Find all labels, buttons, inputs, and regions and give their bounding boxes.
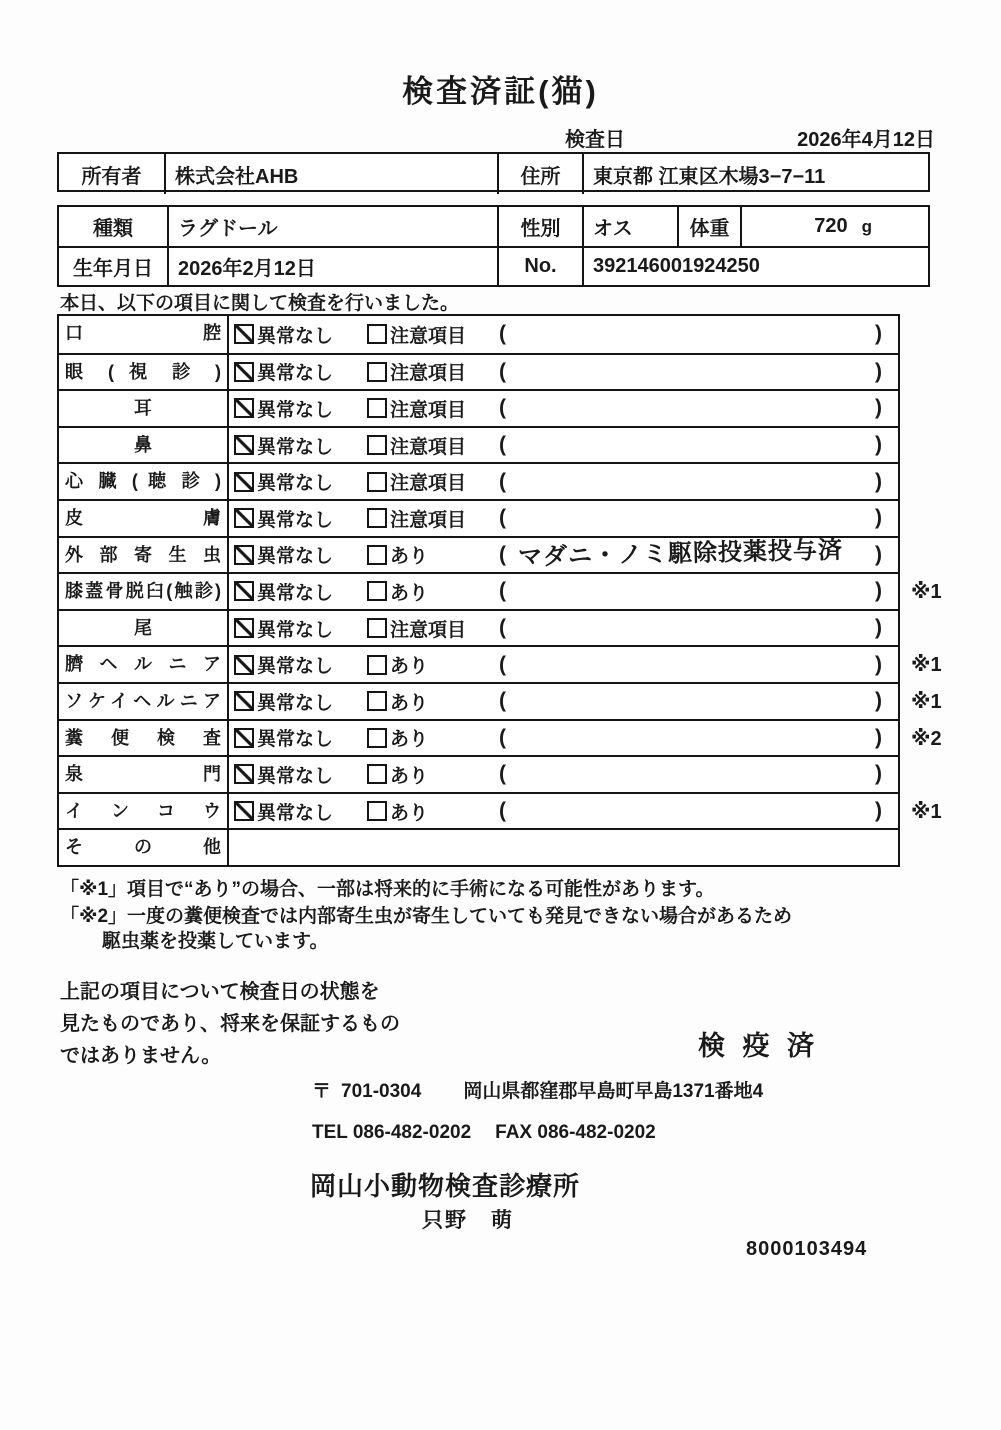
- option-attention: [367, 468, 499, 495]
- option-no-abnormality-label: 異常なし: [257, 692, 334, 714]
- option-no-abnormality-label: 異常なし: [257, 765, 334, 787]
- paren-open: (: [499, 322, 506, 346]
- address-value: 東京都 江東区木場3−7−11: [582, 154, 928, 194]
- footnote-1: 「※1」項目で“あり”の場合、一部は将来的に手術になる可能性があります。: [60, 879, 715, 900]
- paren-close: ): [875, 359, 882, 383]
- page-title: 検査済証(猫): [402, 74, 599, 109]
- paren-open: (: [499, 652, 506, 676]
- exam-item-label: イ ン コ ウ: [59, 794, 229, 829]
- exam-item-content: [229, 391, 898, 426]
- exam-item-content: [229, 721, 898, 756]
- exam-row: [59, 499, 898, 536]
- paren-close: ): [875, 433, 882, 457]
- paren-open: (: [499, 725, 506, 749]
- clinic-fax: FAX 086-482-0202: [495, 1122, 656, 1143]
- paren-close: ): [875, 652, 882, 676]
- owner-label: 所有者: [81, 165, 142, 188]
- paren-close: ): [875, 616, 882, 640]
- exam-remark: マダニ・ノミ駆除投薬投与済: [517, 536, 844, 572]
- owner-table: [57, 152, 930, 192]
- sex-value: オス: [582, 207, 677, 246]
- checkbox-unchecked-icon[interactable]: [367, 508, 387, 528]
- weight-value: [740, 207, 928, 246]
- exam-item-label: そ の 他: [59, 830, 229, 865]
- registration-no-value: 392146001924250: [582, 248, 928, 285]
- paren-open: (: [499, 799, 506, 823]
- clinic-name: 岡山小動物検査診療所: [310, 1171, 581, 1201]
- exam-row: [59, 755, 898, 792]
- option-no-abnormality-label: 異常なし: [257, 656, 334, 678]
- exam-row: [59, 316, 898, 353]
- exam-item-label: 耳: [59, 391, 229, 426]
- exam-item-label: 眼 ( 視 診 ): [59, 355, 229, 390]
- checkbox-unchecked-icon[interactable]: [367, 581, 387, 601]
- option-attention-label: 注意項目: [390, 619, 467, 641]
- checkbox-checked-icon[interactable]: [234, 324, 254, 344]
- paren-close: ): [875, 762, 882, 786]
- option-no-abnormality-label: 異常なし: [257, 363, 334, 385]
- paren-close: ): [875, 469, 882, 493]
- clinic-tel: TEL 086-482-0202: [312, 1122, 472, 1143]
- birthdate-label: 生年月日: [73, 258, 153, 280]
- disclaimer-line1: 上記の項目について検査日の状態を: [60, 981, 380, 1003]
- exam-item-content: [229, 428, 898, 463]
- option-no-abnormality: [234, 651, 367, 678]
- owner-row: [59, 154, 928, 194]
- exam-item-label: 泉 門: [59, 757, 229, 792]
- clinic-address: 岡山県都窪郡早島町早島1371番地4: [463, 1081, 764, 1102]
- checkbox-checked-icon[interactable]: [234, 545, 254, 565]
- option-no-abnormality: [234, 761, 367, 788]
- exam-row: [59, 645, 942, 682]
- exam-item-content: [229, 684, 898, 719]
- option-no-abnormality: [234, 724, 367, 751]
- footnote-mark: ※2: [911, 727, 942, 750]
- option-attention: [367, 578, 499, 605]
- exam-item-label: 糞 便 検 査: [59, 721, 229, 756]
- option-attention: [367, 358, 499, 385]
- option-attention: [367, 688, 499, 715]
- checkbox-unchecked-icon[interactable]: [367, 324, 387, 344]
- paren-open: (: [499, 433, 506, 457]
- exam-row: [59, 462, 898, 499]
- option-no-abnormality: [234, 615, 367, 642]
- checkbox-unchecked-icon[interactable]: [367, 801, 387, 821]
- exam-item-label: 外 部 寄 生 虫: [59, 538, 229, 573]
- checkbox-unchecked-icon[interactable]: [367, 472, 387, 492]
- checkbox-checked-icon[interactable]: [234, 398, 254, 418]
- option-no-abnormality-label: 異常なし: [257, 582, 334, 604]
- paren-close: ): [875, 579, 882, 603]
- option-no-abnormality: [234, 321, 367, 348]
- option-attention: [367, 724, 499, 751]
- option-attention: [367, 761, 499, 788]
- option-attention-label: あり: [390, 802, 429, 824]
- checkbox-unchecked-icon[interactable]: [367, 764, 387, 784]
- option-attention-label: 注意項目: [390, 473, 467, 495]
- checkbox-checked-icon[interactable]: [234, 618, 254, 638]
- option-no-abnormality-label: 異常なし: [257, 546, 334, 568]
- paren-open: (: [499, 506, 506, 530]
- option-attention: [367, 651, 499, 678]
- option-no-abnormality: [234, 432, 367, 459]
- exam-row: [59, 609, 898, 646]
- checkbox-checked-icon[interactable]: [234, 472, 254, 492]
- checkbox-checked-icon[interactable]: [234, 435, 254, 455]
- paren-open: (: [499, 469, 506, 493]
- exam-item-content: [229, 757, 898, 792]
- option-attention: [367, 321, 499, 348]
- option-no-abnormality-label: 異常なし: [257, 509, 334, 531]
- paren-open: (: [499, 616, 506, 640]
- checkbox-unchecked-icon[interactable]: [367, 728, 387, 748]
- exam-item-content: [229, 316, 898, 353]
- option-attention: [367, 541, 499, 568]
- intro-text: 本日、以下の項目に関して検査を行いました。: [60, 293, 460, 314]
- exam-row: [59, 353, 898, 390]
- checkbox-checked-icon[interactable]: [234, 728, 254, 748]
- option-attention-label: あり: [390, 765, 429, 787]
- paren-open: (: [499, 359, 506, 383]
- option-no-abnormality-label: 異常なし: [257, 436, 334, 458]
- exam-item-content: [229, 830, 898, 865]
- option-no-abnormality-label: 異常なし: [257, 473, 334, 495]
- weight-label: 体重: [677, 207, 740, 246]
- option-no-abnormality: [234, 395, 367, 422]
- checkbox-unchecked-icon[interactable]: [367, 398, 387, 418]
- birthdate-value: 2026年2月12日: [167, 248, 497, 285]
- exam-item-content: [229, 647, 898, 682]
- paren-open: (: [499, 762, 506, 786]
- exam-row: [59, 426, 898, 463]
- footnote-mark: ※1: [911, 800, 942, 823]
- exam-item-content: [229, 355, 898, 390]
- exam-table: [57, 314, 942, 867]
- option-no-abnormality: [234, 505, 367, 532]
- checkbox-unchecked-icon[interactable]: [367, 545, 387, 565]
- inspection-date-label: 検査日: [565, 129, 625, 151]
- paren-close: ): [875, 506, 882, 530]
- footnote-2-line2: 駆虫薬を投薬しています。: [102, 931, 329, 952]
- option-no-abnormality-label: 異常なし: [257, 399, 334, 421]
- clinic-tel-line: [312, 1122, 656, 1144]
- exam-item-label: 皮 膚: [59, 501, 229, 536]
- footnote-mark: ※1: [911, 654, 942, 677]
- weight-unit: g: [861, 216, 872, 236]
- exam-row: [59, 792, 942, 829]
- exam-item-content: [229, 464, 898, 499]
- weight-number: 720: [814, 215, 848, 237]
- checkbox-unchecked-icon[interactable]: [367, 618, 387, 638]
- inspection-date-value: 2026年4月12日: [797, 129, 935, 151]
- option-no-abnormality: [234, 468, 367, 495]
- exam-row: [59, 828, 898, 865]
- option-attention-label: あり: [390, 546, 429, 568]
- checkbox-unchecked-icon[interactable]: [367, 691, 387, 711]
- postal-mark-icon: 〒: [312, 1081, 332, 1102]
- address-label: 住所: [497, 154, 582, 194]
- pet-row-2: [59, 246, 928, 285]
- checkbox-checked-icon[interactable]: [234, 655, 254, 675]
- quarantine-done-stamp: 検 疫 済: [698, 1031, 820, 1061]
- checkbox-checked-icon[interactable]: [234, 362, 254, 382]
- paren-close: ): [875, 725, 882, 749]
- exam-row: [59, 682, 942, 719]
- option-attention: [367, 798, 499, 825]
- paren-open: (: [499, 579, 506, 603]
- option-no-abnormality: [234, 798, 367, 825]
- owner-value: 株式会社AHB: [164, 154, 497, 194]
- option-attention-label: 注意項目: [390, 325, 467, 347]
- option-no-abnormality: [234, 358, 367, 385]
- paren-close: ): [875, 689, 882, 713]
- exam-item-label: 口 腔: [59, 316, 229, 353]
- option-no-abnormality: [234, 541, 367, 568]
- option-attention: [367, 615, 499, 642]
- postal-code: 701-0304: [341, 1081, 422, 1102]
- paren-close: ): [875, 396, 882, 420]
- option-attention: [367, 432, 499, 459]
- veterinarian-name: 只野 萌: [422, 1209, 514, 1232]
- paren-close: ): [875, 322, 882, 346]
- option-attention-label: あり: [390, 692, 429, 714]
- checkbox-checked-icon[interactable]: [234, 801, 254, 821]
- disclaimer-text: [60, 976, 400, 1072]
- registration-no-label: No.: [497, 248, 582, 285]
- option-attention-label: 注意項目: [390, 509, 467, 531]
- footnote-2-line1: 「※2」一度の糞便検査では内部寄生虫が寄生していても発見できない場合があるため: [60, 906, 793, 927]
- exam-row: [59, 572, 942, 609]
- pet-row-1: [59, 207, 928, 246]
- option-no-abnormality-label: 異常なし: [257, 325, 334, 347]
- option-no-abnormality: [234, 688, 367, 715]
- option-attention-label: あり: [390, 582, 429, 604]
- breed-value: ラグドール: [167, 207, 497, 246]
- exam-row: [59, 389, 898, 426]
- checkbox-checked-icon[interactable]: [234, 691, 254, 711]
- exam-item-label: 心 臓 ( 聴 診 ): [59, 464, 229, 499]
- exam-item-content: [229, 574, 898, 609]
- exam-row: [59, 536, 898, 573]
- disclaimer-line3: ではありません。: [60, 1045, 222, 1067]
- paren-open: (: [499, 542, 506, 566]
- paren-close: ): [875, 542, 882, 566]
- checkbox-checked-icon[interactable]: [234, 581, 254, 601]
- option-attention-label: あり: [390, 729, 429, 751]
- exam-item-label: 膝蓋骨脱臼(触診): [59, 574, 229, 609]
- breed-label: 種類: [93, 218, 133, 240]
- option-no-abnormality-label: 異常なし: [257, 729, 334, 751]
- option-attention: [367, 505, 499, 532]
- checkbox-unchecked-icon[interactable]: [367, 655, 387, 675]
- exam-item-label: 臍 ヘ ル ニ ア: [59, 647, 229, 682]
- exam-item-label: ソケイヘルニア: [59, 684, 229, 719]
- checkbox-unchecked-icon[interactable]: [367, 362, 387, 382]
- document-serial-number: 8000103494: [746, 1238, 868, 1260]
- footnote-mark: ※1: [911, 690, 942, 713]
- option-no-abnormality-label: 異常なし: [257, 802, 334, 824]
- option-no-abnormality-label: 異常なし: [257, 619, 334, 641]
- paren-close: ): [875, 799, 882, 823]
- disclaimer-line2: 見たものであり、将来を保証するもの: [60, 1013, 400, 1035]
- pet-info-table: [57, 205, 930, 287]
- checkbox-checked-icon[interactable]: [234, 508, 254, 528]
- sex-label: 性別: [497, 207, 582, 246]
- checkbox-checked-icon[interactable]: [234, 764, 254, 784]
- paren-open: (: [499, 689, 506, 713]
- option-no-abnormality: [234, 578, 367, 605]
- exam-item-content: [229, 611, 898, 646]
- exam-row: [59, 719, 942, 756]
- option-attention: [367, 395, 499, 422]
- option-attention-label: あり: [390, 656, 429, 678]
- footnote-mark: ※1: [911, 581, 942, 604]
- clinic-postal-line: [312, 1076, 763, 1103]
- option-attention-label: 注意項目: [390, 399, 467, 421]
- option-attention-label: 注意項目: [390, 363, 467, 385]
- exam-item-label: 鼻: [59, 428, 229, 463]
- exam-item-label: 尾: [59, 611, 229, 646]
- exam-item-content: [229, 794, 898, 829]
- checkbox-unchecked-icon[interactable]: [367, 435, 387, 455]
- exam-item-content: [229, 538, 898, 573]
- paren-open: (: [499, 396, 506, 420]
- option-attention-label: 注意項目: [390, 436, 467, 458]
